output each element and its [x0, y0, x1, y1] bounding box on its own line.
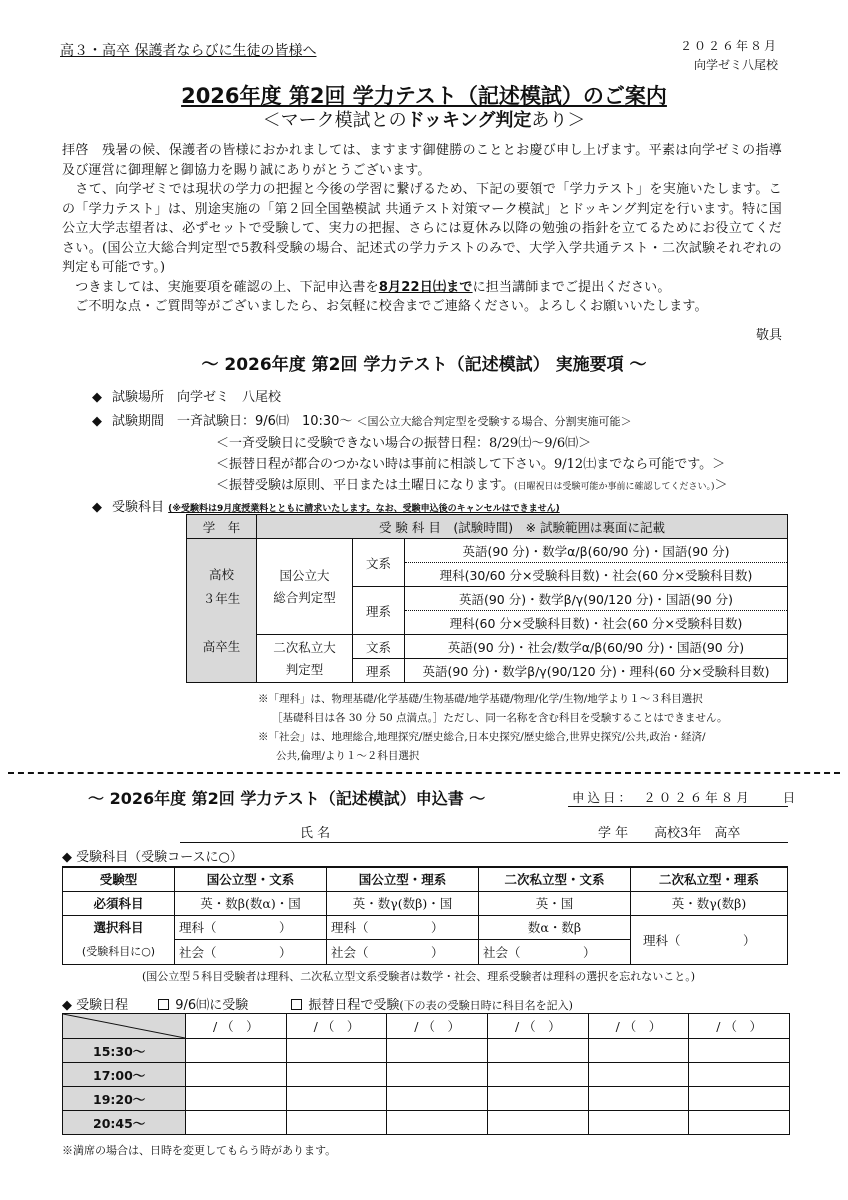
schedule-day-6[interactable]: / （ ）	[689, 1014, 790, 1039]
period-main: 一斉試験日：9/6㈰ 10:30～	[177, 414, 353, 429]
deadline-date: 8月22日㈯まで	[378, 279, 473, 295]
schedule-day-5[interactable]: / （ ）	[588, 1014, 689, 1039]
course-private-bun[interactable]: 二次私立型・文系	[479, 867, 631, 891]
note-science: ※「理科」は、物理基礎/化学基礎/生物基礎/地学基礎/物理/化学/生物/地学より１～３科目選択	[258, 693, 703, 705]
grade-cell	[187, 539, 257, 683]
required-private-bun: 英・国	[479, 891, 631, 915]
schedule-cell[interactable]	[286, 1063, 387, 1087]
cut-line	[8, 772, 840, 774]
diagonal-line	[63, 1014, 185, 1038]
period-line	[92, 410, 632, 429]
checkbox-icon[interactable]	[158, 999, 169, 1010]
schedule-cell[interactable]	[286, 1039, 387, 1063]
required-national-bun: 英・数β(数α)・国	[175, 891, 327, 915]
paragraph-contact: ご不明な点・ご質問等がございましたら、お気軽に校舎までご連絡ください。よろしくお願いいたします。	[62, 299, 708, 314]
name-label[interactable]: 氏 名	[300, 826, 331, 841]
table-row	[63, 1063, 790, 1087]
period-weekday-close: ＞	[714, 478, 728, 493]
schedule-cell[interactable]	[186, 1111, 287, 1135]
table-row	[187, 635, 788, 659]
elective-sci-private-ri[interactable]: 理科（ ）	[631, 915, 788, 964]
closing: 敬具	[755, 328, 782, 343]
application-date: 申込日： ２０２６年８月 日	[572, 790, 799, 805]
elective-soc-national-bun[interactable]: 社会（ ）	[175, 940, 327, 965]
venue-line	[92, 386, 281, 405]
schedule-cell[interactable]	[588, 1111, 689, 1135]
letter-body	[62, 141, 782, 317]
elective-sub: (受験科目に○)	[81, 944, 156, 958]
note-social: ※「社会」は、地理総合,地理探究/歴史総合,日本史探究/歴史総合,世界史探究/公共,政治・経済/	[258, 731, 706, 743]
course-header: ◆ 受験科目（受験コースに○）	[62, 850, 243, 865]
schedule-option-main[interactable]: 9/6㈰に受験	[175, 998, 249, 1013]
schedule-corner	[63, 1014, 186, 1039]
schedule-time: 15:30～	[63, 1039, 186, 1063]
elective-label	[63, 915, 175, 964]
header-subjects: 受 験 科 目 (試験時間) ※ 試験範囲は裏面に記載	[257, 515, 788, 539]
issue-date: ２０２６年８月	[679, 39, 778, 53]
deadline-pre: つきましては、実施要項を確認の上、下記申込書を	[62, 279, 379, 295]
table-header-row	[187, 515, 788, 539]
note-science-2: ［基礎科目は各 30 分 50 点満点。］ただし、同一名称を含む科目を受験することはできません。	[272, 712, 728, 724]
table-row	[63, 891, 788, 915]
section-title: ～ 2026年度 第2回 学力テスト（記述模試） 実施要項 ～	[201, 355, 647, 375]
schedule-cell[interactable]	[186, 1039, 287, 1063]
schedule-time: 20:45～	[63, 1111, 186, 1135]
schedule-cell[interactable]	[286, 1111, 387, 1135]
schedule-cell[interactable]	[487, 1063, 588, 1087]
name-underline	[180, 842, 788, 843]
track-bun: 文系	[353, 635, 405, 659]
course-note: (国公立型５科目受験者は理科、二次私立型文系受験者は数学・社会、理系受験者は理科の選択を忘れないこと。)	[142, 970, 696, 983]
type-national	[257, 539, 353, 635]
table-row	[63, 915, 788, 940]
venue-value: 向学ゼミ 八尾校	[177, 390, 282, 405]
subjects-label: 受験科目	[112, 500, 165, 515]
schedule-day-4[interactable]: / （ ）	[487, 1014, 588, 1039]
schedule-cell[interactable]	[689, 1087, 790, 1111]
schedule-cell[interactable]	[387, 1111, 488, 1135]
period-weekday-note: (日曜祝日は受験可能か事前に確認してください。)	[513, 482, 715, 492]
table-header-row	[63, 1014, 790, 1039]
track-ri: 理系	[353, 659, 405, 683]
schedule-cell[interactable]	[588, 1087, 689, 1111]
course-table	[62, 866, 788, 965]
required-label: 必須科目	[63, 891, 175, 915]
schedule-cell[interactable]	[387, 1039, 488, 1063]
footnote: ※満席の場合は、日時を変更してもらう時があります。	[62, 1144, 337, 1157]
schedule-time: 17:00～	[63, 1063, 186, 1087]
school-name: 向学ゼミ八尾校	[693, 58, 778, 72]
grade-line-1: 高校	[208, 566, 234, 582]
schedule-cell[interactable]	[689, 1111, 790, 1135]
schedule-option-alt[interactable]: 振替日程で受験	[308, 998, 400, 1013]
diamond-icon: ◆	[92, 390, 102, 405]
paragraph-greeting: 拝啓 残暑の候、保護者の皆様におかれましては、ますます御健勝のこととお慶び申し上げます。平素は向学ゼミの指導及び運営に御理解と御協力を賜り誠にありがとうございます。	[62, 143, 782, 178]
track-bun: 文系	[353, 539, 405, 587]
schedule-header	[62, 994, 573, 1013]
schedule-cell[interactable]	[588, 1063, 689, 1087]
elective-sci-national-ri[interactable]: 理科（ ）	[327, 915, 479, 940]
subjects-fee-note: (※受験料は9月度授業料とともに請求いたします。なお、受験申込後のキャンセルはできません)	[168, 504, 560, 514]
type-national-2: 総合判定型	[273, 589, 336, 605]
row-private-bun: 英語(90 分)・社会/数学α/β(60/90 分)・国語(90 分)	[405, 635, 788, 659]
type-private-2: 判定型	[285, 661, 324, 677]
schedule-cell[interactable]	[487, 1039, 588, 1063]
row-private-ri: 英語(90 分)・数学β/γ(90/120 分)・理科(60 分×受験科目数)	[405, 659, 788, 683]
grade-line-3: 高卒生	[202, 638, 241, 654]
type-national-1: 国公立大	[279, 567, 330, 583]
track-ri: 理系	[353, 587, 405, 635]
schedule-option-note: (下の表の受験日時に科目名を記入)	[399, 999, 573, 1012]
course-type-header: 受験型	[63, 867, 175, 891]
schedule-cell[interactable]	[286, 1087, 387, 1111]
document-title: 2026年度 第2回 学力テスト（記述模試）のご案内	[181, 84, 667, 108]
paragraph-deadline	[62, 278, 782, 298]
table-header-row	[63, 867, 788, 891]
schedule-cell[interactable]	[387, 1087, 488, 1111]
row-national-bun-2: 理科(30/60 分×受験科目数)・社会(60 分×受験科目数)	[405, 563, 788, 587]
elective-title: 選択科目	[93, 919, 144, 935]
checkbox-icon[interactable]	[291, 999, 302, 1010]
course-private-ri[interactable]: 二次私立型・理系	[631, 867, 788, 891]
elective-soc-private-bun[interactable]: 社会（ ）	[479, 940, 631, 965]
type-private	[257, 635, 353, 683]
schedule-day-2[interactable]: / （ ）	[286, 1014, 387, 1039]
grade-line-2: ３年生	[202, 590, 241, 606]
type-private-1: 二次私立大	[273, 639, 336, 655]
date-underline	[568, 806, 788, 807]
required-private-ri: 英・数γ(数β)	[631, 891, 788, 915]
subtitle-pre: ＜マーク模試との	[262, 110, 407, 131]
subjects-table	[186, 514, 788, 683]
subject-notes	[258, 690, 727, 766]
schedule-cell[interactable]	[487, 1111, 588, 1135]
form-title: ～ 2026年度 第2回 学力テスト（記述模試）申込書 ～	[88, 789, 486, 808]
course-national-ri[interactable]: 国公立型・理系	[327, 867, 479, 891]
table-row	[187, 539, 788, 563]
venue-label: 試験場所	[112, 390, 165, 405]
deadline-post: に担当講師までご提出ください。	[472, 279, 671, 295]
subjects-line	[92, 496, 560, 515]
schedule-time: 19:20～	[63, 1087, 186, 1111]
row-national-ri-1: 英語(90 分)・数学β/γ(90/120 分)・国語(90 分)	[405, 587, 788, 611]
subtitle-post: あり＞	[531, 110, 586, 131]
elective-sci-national-bun[interactable]: 理科（ ）	[175, 915, 327, 940]
schedule-table	[62, 1013, 790, 1135]
course-national-bun[interactable]: 国公立型・文系	[175, 867, 327, 891]
period-main-note: ＜国公立大総合判定型を受験する場合、分割実施可能＞	[356, 415, 632, 428]
document-subtitle	[0, 106, 848, 132]
schedule-cell[interactable]	[186, 1087, 287, 1111]
row-national-ri-2: 理科(60 分×受験科目数)・社会(60 分×受験科目数)	[405, 611, 788, 635]
grade-label[interactable]: 学 年 高校3年 高卒	[598, 826, 741, 841]
subtitle-highlight: ドッキング判定	[406, 110, 532, 131]
period-label: 試験期間	[112, 414, 165, 429]
table-row	[63, 1087, 790, 1111]
schedule-header-label: ◆ 受験日程	[62, 998, 129, 1013]
header-grade: 学 年	[187, 515, 257, 539]
schedule-cell[interactable]	[186, 1063, 287, 1087]
period-weekday	[216, 474, 728, 493]
table-row	[63, 1039, 790, 1063]
schedule-cell[interactable]	[387, 1063, 488, 1087]
schedule-cell[interactable]	[588, 1039, 689, 1063]
diamond-icon: ◆	[92, 500, 102, 515]
schedule-day-1[interactable]: / （ ）	[186, 1014, 287, 1039]
elective-math-private-bun[interactable]: 数α・数β	[479, 915, 631, 940]
diamond-icon: ◆	[92, 414, 102, 429]
required-national-ri: 英・数γ(数β)・国	[327, 891, 479, 915]
table-row	[63, 1111, 790, 1135]
paragraph-purpose: さて、向学ゼミでは現状の学力の把握と今後の学習に繋げるため、下記の要領で「学力テスト」を実施いたします。この「学力テスト」は、別途実施の「第２回全国塾模試 共通テスト対策マーク模試」とドッキング判定を行います。特に国公立大学志望者は、必ずセットで受験して、実力の把握、さらには夏休み以降の勉強の指針を立てるためにお役立てください。(国公立大総合判定型で5教科受験の場合、記述式の学力テストのみで、大学入学共通テスト・二次試験それぞれの判定も可能です。)	[62, 182, 782, 275]
period-alt: ＜一斉受験日に受験できない場合の振替日程：8/29㈯～9/6㈰＞	[216, 436, 592, 451]
schedule-cell[interactable]	[689, 1039, 790, 1063]
elective-soc-national-ri[interactable]: 社会（ ）	[327, 940, 479, 965]
addressee: 高３・高卒 保護者ならびに生徒の皆様へ	[60, 43, 317, 59]
period-weekday-text: ＜振替受験は原則、平日または土曜日になります。	[216, 478, 514, 493]
period-consult: ＜振替日程が都合のつかない時は事前に相談して下さい。9/12㈯までなら可能です。＞	[216, 457, 726, 472]
schedule-day-3[interactable]: / （ ）	[387, 1014, 488, 1039]
schedule-cell[interactable]	[487, 1087, 588, 1111]
schedule-cell[interactable]	[689, 1063, 790, 1087]
note-social-2: 公共,倫理/より１～２科目選択	[276, 750, 420, 762]
row-national-bun-1: 英語(90 分)・数学α/β(60/90 分)・国語(90 分)	[405, 539, 788, 563]
